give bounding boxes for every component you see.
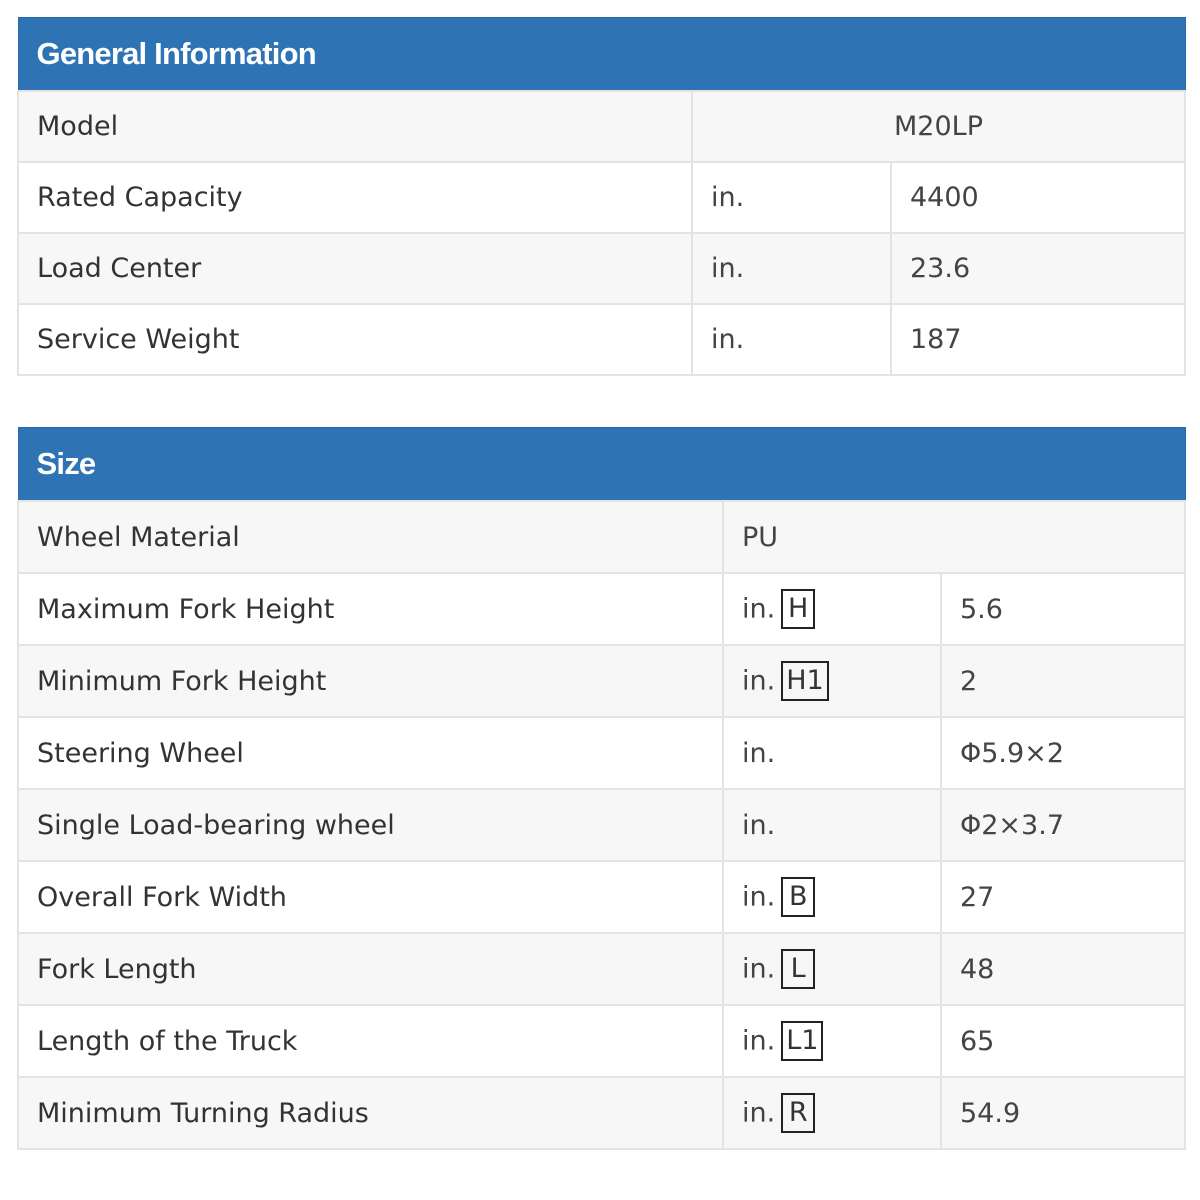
spec-unit: in.: [723, 717, 941, 789]
spec-label: Single Load-bearing wheel: [18, 789, 723, 861]
table-row: [18, 933, 1185, 1005]
spec-unit-cell: [723, 573, 941, 645]
table-row: [18, 1077, 1185, 1149]
dimension-code-box: R: [781, 1093, 815, 1133]
general-information-table: [17, 17, 1186, 376]
spec-unit: in.: [742, 881, 776, 913]
spec-value: 23.6: [891, 233, 1185, 304]
spec-label: Minimum Turning Radius: [18, 1077, 723, 1149]
table-row: [18, 861, 1185, 933]
spec-label: Overall Fork Width: [18, 861, 723, 933]
spec-value: 54.9: [941, 1077, 1185, 1149]
spec-label: Fork Length: [18, 933, 723, 1005]
size-header-row: [18, 428, 1185, 502]
table-row: [18, 162, 1185, 233]
model-value: M20LP: [692, 91, 1185, 162]
spec-unit-cell: [723, 1077, 941, 1149]
spec-unit-cell: [723, 1005, 941, 1077]
table-row: [18, 789, 1185, 861]
spec-label: Rated Capacity: [18, 162, 692, 233]
spec-unit: in.: [742, 1097, 776, 1129]
spec-unit: in.: [742, 953, 776, 985]
general-header-row: [18, 18, 1185, 92]
table-row: [18, 645, 1185, 717]
dimension-code-box: B: [781, 877, 815, 917]
spec-label: Service Weight: [18, 304, 692, 375]
spec-unit: in.: [692, 304, 891, 375]
spec-unit: in.: [692, 162, 891, 233]
spec-label: Maximum Fork Height: [18, 573, 723, 645]
dimension-code-box: H: [781, 589, 815, 629]
spec-value: Φ2×3.7: [941, 789, 1185, 861]
table-row: [18, 573, 1185, 645]
spec-unit: in.: [723, 789, 941, 861]
spec-value: 27: [941, 861, 1185, 933]
table-row: [18, 304, 1185, 375]
dimension-code-box: H1: [781, 661, 828, 701]
spec-label: Load Center: [18, 233, 692, 304]
table-row: [18, 91, 1185, 162]
model-label: Model: [18, 91, 692, 162]
spec-unit: in.: [692, 233, 891, 304]
spec-value: Φ5.9×2: [941, 717, 1185, 789]
spec-unit-cell: [723, 861, 941, 933]
dimension-code-box: L: [781, 949, 815, 989]
spec-label: Steering Wheel: [18, 717, 723, 789]
spec-value: 65: [941, 1005, 1185, 1077]
size-heading: Size: [18, 428, 1185, 502]
spec-value: 187: [891, 304, 1185, 375]
table-row: [18, 1005, 1185, 1077]
spec-value: 5.6: [941, 573, 1185, 645]
wheel-material-label: Wheel Material: [18, 501, 723, 573]
spec-unit: in.: [742, 1025, 776, 1057]
spec-unit: in.: [742, 593, 776, 625]
table-row: [18, 501, 1185, 573]
wheel-material-value: PU: [723, 501, 1185, 573]
table-row: [18, 233, 1185, 304]
spec-label: Minimum Fork Height: [18, 645, 723, 717]
table-row: [18, 717, 1185, 789]
spec-unit: in.: [742, 665, 776, 697]
dimension-code-box: L1: [781, 1021, 823, 1061]
spec-value: 4400: [891, 162, 1185, 233]
spec-value: 2: [941, 645, 1185, 717]
size-table: [17, 427, 1186, 1150]
spec-unit-cell: [723, 933, 941, 1005]
spec-value: 48: [941, 933, 1185, 1005]
spec-label: Length of the Truck: [18, 1005, 723, 1077]
general-information-heading: General Information: [18, 18, 1185, 92]
spec-unit-cell: [723, 645, 941, 717]
